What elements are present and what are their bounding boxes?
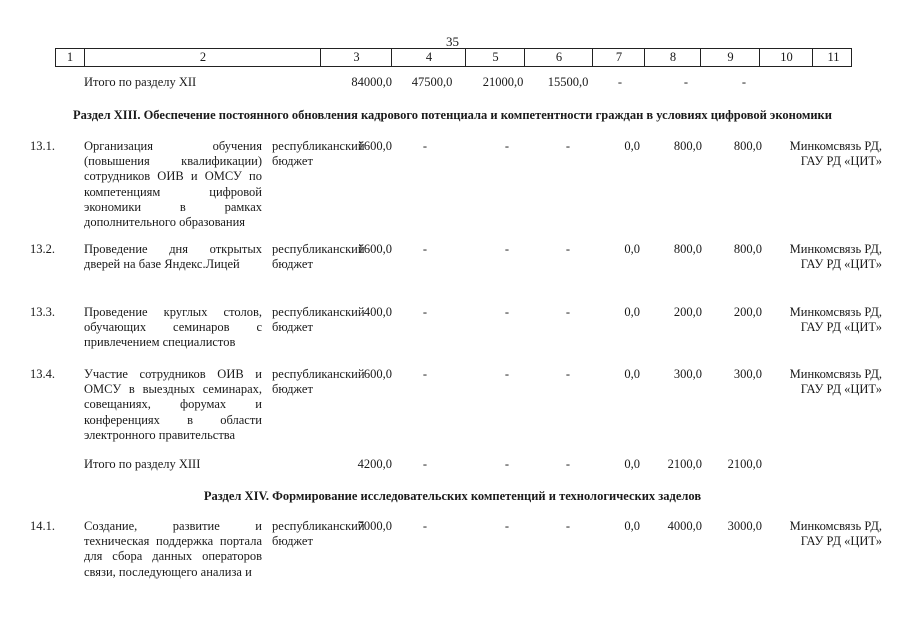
row-number: 13.3. xyxy=(30,305,55,319)
row-v6: - xyxy=(504,139,510,153)
row-number: 14.1. xyxy=(30,519,55,533)
row-v7: - xyxy=(565,519,571,533)
header-col-10: 10 xyxy=(759,49,813,66)
row-v9: 200,0 xyxy=(673,305,702,319)
row-funding-source: республиканский бюджет xyxy=(272,305,365,335)
section-xiv-title: Раздел XIV. Формирование исследовательских компетенций и технологических заделов xyxy=(203,489,702,503)
total-v6: 21000,0 xyxy=(482,75,524,89)
row-funding-source: республиканский бюджет xyxy=(272,242,365,272)
row-v7: - xyxy=(565,242,571,256)
header-col-9: 9 xyxy=(700,49,760,66)
row-v9: 800,0 xyxy=(673,242,702,256)
row-responsible: Минкомсвязь РД, ГАУ РД «ЦИТ» xyxy=(789,242,882,272)
table-header-row xyxy=(55,48,852,67)
row-responsible: Минкомсвязь РД, ГАУ РД «ЦИТ» xyxy=(789,367,882,397)
header-col-2: 2 xyxy=(84,49,321,66)
row-v9: 4000,0 xyxy=(667,519,702,533)
header-col-5: 5 xyxy=(465,49,525,66)
total-v4: 84000,0 xyxy=(351,75,392,89)
row-v10: 800,0 xyxy=(733,242,762,256)
header-col-11: 11 xyxy=(812,49,854,66)
row-v7: - xyxy=(565,367,571,381)
total-v8: 0,0 xyxy=(624,457,640,471)
page-number: 35 xyxy=(446,34,459,49)
total-label: Итого по разделу XIII xyxy=(84,457,201,471)
row-description: Организация обучения (повышения квалификации) сотрудников ОИВ и ОМСУ по компетенциям цифровой экономики в рамках дополнительного образования xyxy=(84,139,262,230)
row-v9: 300,0 xyxy=(673,367,702,381)
row-v8: 0,0 xyxy=(624,367,640,381)
row-v7: - xyxy=(565,305,571,319)
row-funding-source: республиканский бюджет xyxy=(272,139,365,169)
header-col-4: 4 xyxy=(391,49,466,66)
row-description: Проведение дня открытых дверей на базе Яндекс.Лицей xyxy=(84,242,262,272)
total-v6: - xyxy=(504,457,510,471)
row-responsible: Минкомсвязь РД, ГАУ РД «ЦИТ» xyxy=(789,305,882,335)
row-funding-source: республиканский бюджет xyxy=(272,367,365,397)
row-v8: 0,0 xyxy=(624,242,640,256)
row-v10: 300,0 xyxy=(733,367,762,381)
row-v10: 3000,0 xyxy=(727,519,762,533)
header-col-7: 7 xyxy=(592,49,645,66)
row-description: Проведение круглых столов, обучающих семинаров с привлечением специалистов xyxy=(84,305,262,350)
row-v5: - xyxy=(422,305,428,319)
row-v8: 0,0 xyxy=(624,139,640,153)
row-responsible: Минкомсвязь РД, ГАУ РД «ЦИТ» xyxy=(789,139,882,169)
row-v5: - xyxy=(422,367,428,381)
header-col-1: 1 xyxy=(66,50,74,64)
row-v7: - xyxy=(565,139,571,153)
total-label: Итого по разделу XII xyxy=(84,75,197,89)
row-description: Создание, развитие и техническая поддержка портала для сбора данных операторов связи, последующего анализа и xyxy=(84,519,262,579)
row-number: 13.1. xyxy=(30,139,55,153)
row-v5: - xyxy=(422,242,428,256)
section-xiii-title: Раздел XIII. Обеспечение постоянного обновления кадрового потенциала и компетентности граждан в условиях цифровой экономики xyxy=(73,108,832,122)
row-v6: - xyxy=(504,305,510,319)
row-v5: - xyxy=(422,519,428,533)
row-number: 13.4. xyxy=(30,367,55,381)
row-v4: 7000,0 xyxy=(357,519,392,533)
total-v10: 2100,0 xyxy=(727,457,762,471)
header-col-8: 8 xyxy=(644,49,701,66)
total-v5: 47500,0 xyxy=(411,75,453,89)
row-v10: 200,0 xyxy=(733,305,762,319)
total-v8: - xyxy=(617,75,623,89)
total-v10: - xyxy=(741,75,747,89)
row-v4: 600,0 xyxy=(363,367,392,381)
row-description: Участие сотрудников ОИВ и ОМСУ в выездных семинарах, совещаниях, форумах и конференциях в области электронного правительства xyxy=(84,367,262,442)
header-col-3: 3 xyxy=(320,49,392,66)
row-v4: 1600,0 xyxy=(357,242,392,256)
row-v6: - xyxy=(504,242,510,256)
total-v7: - xyxy=(565,457,571,471)
row-v8: 0,0 xyxy=(624,305,640,319)
row-v10: 800,0 xyxy=(733,139,762,153)
total-v9: - xyxy=(683,75,689,89)
row-number: 13.2. xyxy=(30,242,55,256)
row-responsible: Минкомсвязь РД, ГАУ РД «ЦИТ» xyxy=(789,519,882,549)
row-v4: 400,0 xyxy=(363,305,392,319)
row-v4: 1600,0 xyxy=(357,139,392,153)
header-col-6: 6 xyxy=(524,49,593,66)
row-v9: 800,0 xyxy=(673,139,702,153)
total-v7: 15500,0 xyxy=(547,75,589,89)
total-v9: 2100,0 xyxy=(667,457,702,471)
row-v6: - xyxy=(504,367,510,381)
row-v6: - xyxy=(504,519,510,533)
total-v4: 4200,0 xyxy=(357,457,392,471)
row-v5: - xyxy=(422,139,428,153)
total-v5: - xyxy=(422,457,428,471)
row-v8: 0,0 xyxy=(624,519,640,533)
row-funding-source: республиканский бюджет xyxy=(272,519,365,549)
